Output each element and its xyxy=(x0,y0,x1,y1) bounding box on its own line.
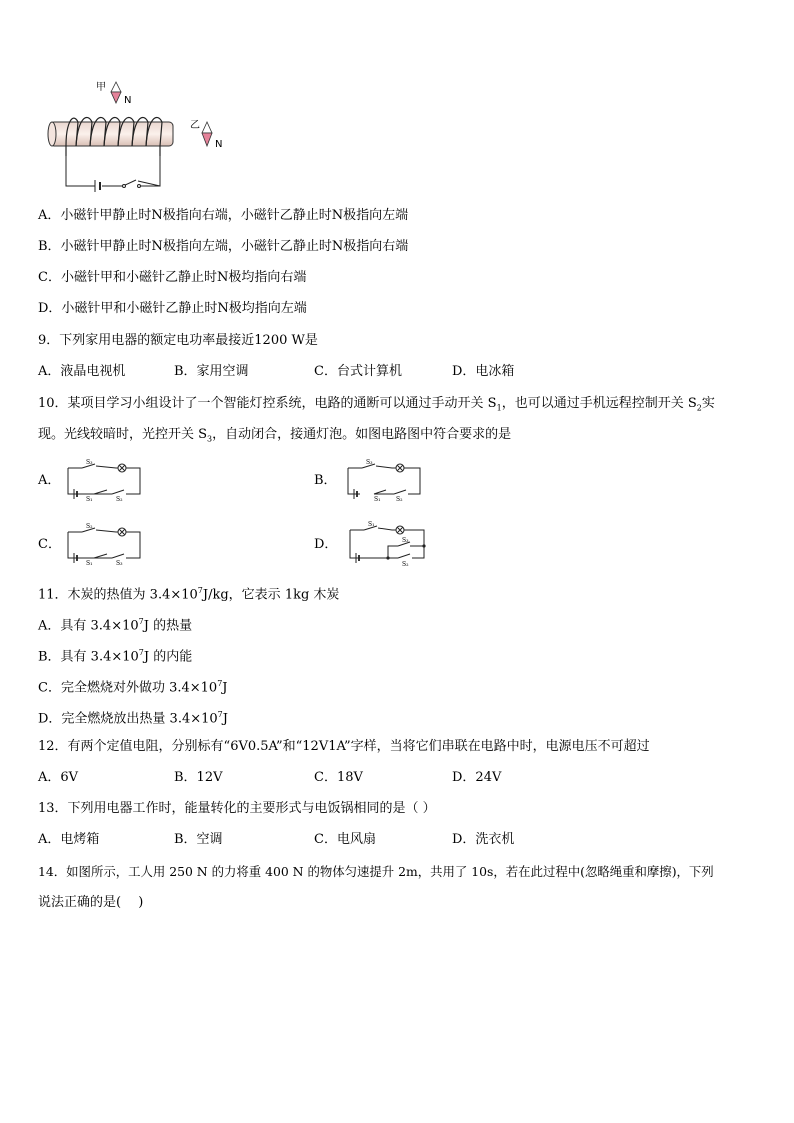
battery-icon xyxy=(95,180,100,192)
q13-option-c: C．电风扇 xyxy=(314,832,376,847)
circuit-b-diagram xyxy=(344,460,424,502)
coil-circuit xyxy=(66,156,160,186)
circuit-d-label-s2: S₂ xyxy=(402,561,409,568)
q13-option-d: D．洗衣机 xyxy=(452,832,515,847)
q10-stem-line2: 现。光线较暗时，光控开关 $S_3$，自动闭合，接通灯泡。如图电路图中符合要求的是 xyxy=(38,427,512,444)
q12-option-b: B．12V xyxy=(174,770,223,785)
q14-stem-line2: 说法正确的是( ) xyxy=(38,895,144,910)
circuit-b-label-s1: S₁ xyxy=(374,496,381,503)
q10-option-c: C． xyxy=(38,537,61,552)
circuit-d-label-s1: S₁ xyxy=(368,521,375,528)
q14-stem-line1: 14．如图所示，工人用 250 N 的力将重 400 N 的物体匀速提升 2m，共用了 10s，若在此过程中(忽略绳重和摩擦)，下列 xyxy=(38,864,714,879)
circuit-c-label-s1: S₁ xyxy=(86,560,93,567)
q10-option-d: D． xyxy=(314,537,338,552)
circuit-d-label-s3: S₃ xyxy=(402,537,409,544)
circuit-d-diagram xyxy=(344,522,434,568)
q11-option-a: A．具有 $3.4\times 10^7J$ 的热量 xyxy=(38,617,193,634)
q10-option-b: B． xyxy=(314,473,337,488)
q10-stem-line1: 10．某项目学习小组设计了一个智能灯控系统，电路的通断可以通过手动开关 $S_1$，也可以通过手机远程控制开关 $S_2$实 xyxy=(38,396,715,413)
circuit-b-label-s2: S₂ xyxy=(396,496,403,503)
circuit-a-label-s2: S₂ xyxy=(116,496,123,503)
q9-option-b: B．家用空调 xyxy=(174,364,249,379)
q13-option-a: A．电烤箱 xyxy=(38,832,100,847)
q8-option-c: C．小磁针甲和小磁针乙静止时N极均指向右端 xyxy=(38,270,307,285)
circuit-a-label-s3: S₃ xyxy=(86,459,93,466)
circuit-c-diagram xyxy=(64,524,144,566)
q11-stem: 11．木炭的热值为 $3.4\times 10^7J/kg$，它表示 1kg 木炭 xyxy=(38,586,340,603)
compass-needle-yi-icon xyxy=(202,122,212,146)
q13-option-b: B．空调 xyxy=(174,832,223,847)
circuit-c-label-s3: S₃ xyxy=(116,560,123,567)
q11-option-b: B．具有 $3.4\times 10^7J$ 的内能 xyxy=(38,648,193,665)
circuit-b-label-s3: S₃ xyxy=(366,459,373,466)
label-yi: 乙 xyxy=(190,120,200,131)
label-yi-n: N xyxy=(215,139,223,150)
switch-icon xyxy=(123,180,141,188)
q8-option-d: D．小磁针甲和小磁针乙静止时N极均指向左端 xyxy=(38,301,307,316)
q12-option-a: A．6V xyxy=(38,770,79,785)
solenoid-figure xyxy=(40,76,270,196)
q11-option-d: D．完全燃烧放出热量 $3.4\times 10^7J$ xyxy=(38,710,228,727)
circuit-a-diagram xyxy=(64,460,144,502)
q12-option-d: D．24V xyxy=(452,770,502,785)
q9-option-d: D．电冰箱 xyxy=(452,364,515,379)
compass-needle-jia-icon xyxy=(111,82,121,103)
q11-option-c: C．完全燃烧对外做功 $3.4\times 10^7J$ xyxy=(38,679,228,696)
circuit-c-label-s2: S₂ xyxy=(86,523,93,530)
q12-stem: 12．有两个定值电阻，分别标有“6V0.5A”和“12V1A”字样，当将它们串联在电路中时，电源电压不可超过 xyxy=(38,739,650,754)
q9-option-c: C．台式计算机 xyxy=(314,364,402,379)
q13-stem: 13．下列用电器工作时，能量转化的主要形式与电饭锅相同的是（ ） xyxy=(38,801,436,816)
q12-option-c: C．18V xyxy=(314,770,363,785)
q10-option-a: A． xyxy=(38,473,61,488)
q9-stem: 9．下列家用电器的额定电功率最接近1200 W是 xyxy=(38,333,318,348)
q9-option-a: A．液晶电视机 xyxy=(38,364,126,379)
circuit-a-label-s1: S₁ xyxy=(86,496,93,503)
label-jia: 甲 xyxy=(96,82,106,93)
label-jia-n: N xyxy=(124,95,132,106)
q8-option-a: A．小磁针甲静止时N极指向右端，小磁针乙静止时N极指向左端 xyxy=(38,208,409,223)
q8-option-b: B．小磁针甲静止时N极指向左端，小磁针乙静止时N极指向右端 xyxy=(38,239,409,254)
